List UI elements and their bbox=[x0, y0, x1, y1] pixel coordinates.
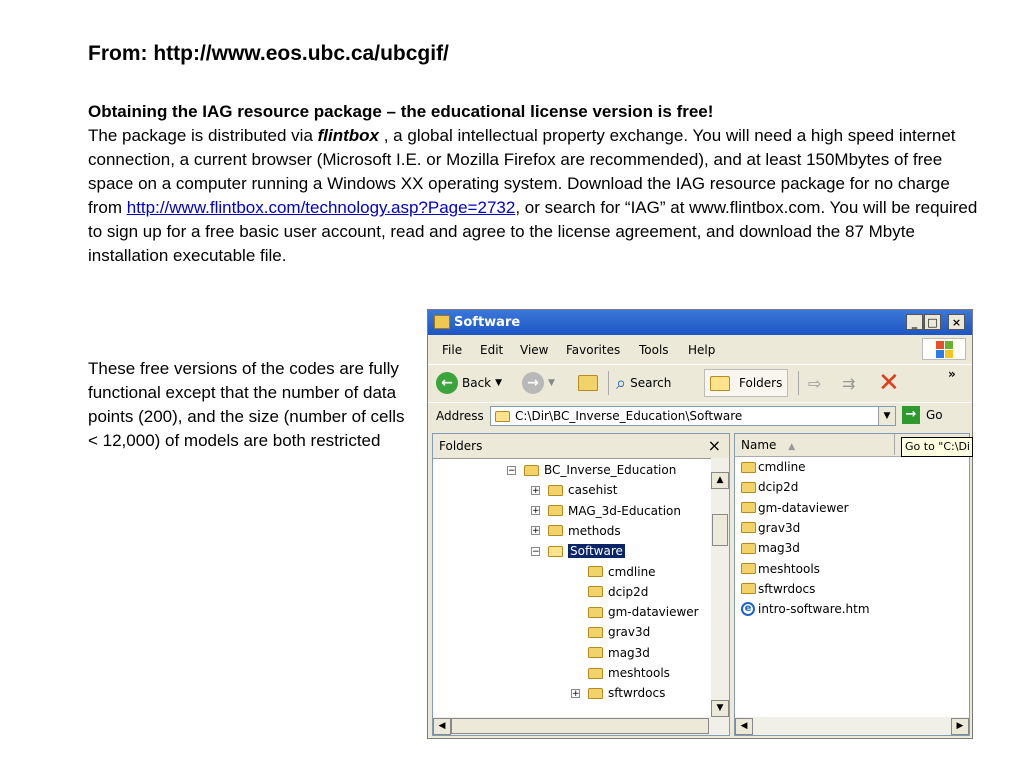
tree-item[interactable] bbox=[571, 582, 648, 602]
back-button[interactable] bbox=[436, 369, 502, 397]
folder-tree bbox=[433, 460, 709, 715]
name-column-header[interactable] bbox=[735, 434, 895, 455]
menu-edit[interactable]: Edit bbox=[480, 343, 504, 357]
tree-item-label: gm-dataviewer bbox=[608, 605, 699, 620]
scroll-thumb[interactable] bbox=[712, 514, 728, 546]
files-pane bbox=[734, 433, 970, 736]
tree-item[interactable] bbox=[531, 501, 681, 521]
scroll-down-icon[interactable]: ▼ bbox=[711, 700, 729, 717]
body-paragraph bbox=[88, 100, 988, 268]
sort-ascending-icon: ▲ bbox=[788, 442, 796, 452]
tree-item[interactable] bbox=[531, 480, 617, 500]
file-item-label: meshtools bbox=[758, 561, 820, 576]
folders-button[interactable] bbox=[704, 369, 788, 397]
folder-icon bbox=[588, 647, 603, 658]
address-input[interactable] bbox=[490, 406, 896, 426]
file-item[interactable] bbox=[741, 498, 849, 518]
up-folder-button[interactable] bbox=[578, 369, 603, 397]
side-note: These free versions of the codes are fully functional except that the number of data points (200), and the size (number of cells < 12,000) of models are both restricted bbox=[88, 359, 405, 450]
file-item-label: cmdline bbox=[758, 460, 806, 474]
file-item-label: intro-software.htm bbox=[758, 602, 870, 617]
folder-icon bbox=[588, 566, 603, 577]
expand-icon[interactable]: + bbox=[532, 485, 540, 496]
tree-item-label: meshtools bbox=[608, 666, 670, 680]
file-item-label: dcip2d bbox=[758, 480, 799, 495]
tree-item[interactable] bbox=[571, 683, 665, 703]
folder-icon bbox=[588, 586, 603, 597]
search-button[interactable] bbox=[616, 369, 671, 397]
scroll-left-icon[interactable]: ◀ bbox=[735, 718, 753, 735]
go-arrow-icon: → bbox=[902, 406, 920, 424]
folders-pane bbox=[432, 433, 730, 736]
scroll-left-icon[interactable]: ◀ bbox=[433, 718, 451, 735]
name-column-label: Name bbox=[741, 438, 777, 452]
chevron-down-icon: ▼ bbox=[495, 378, 503, 388]
tree-item-label: grav3d bbox=[608, 625, 651, 640]
folder-icon bbox=[741, 583, 756, 594]
folder-app-icon bbox=[434, 315, 450, 329]
folder-icon bbox=[548, 485, 563, 496]
tree-item-label: cmdline bbox=[608, 564, 656, 579]
tree-item-label: casehist bbox=[568, 483, 618, 498]
para-text-1: The package is distributed via bbox=[88, 126, 318, 145]
para-title: Obtaining the IAG resource package – the educational license version is free! bbox=[88, 102, 714, 121]
menu-favorites[interactable]: Favorites bbox=[566, 343, 621, 357]
menu-help[interactable]: Help bbox=[688, 343, 716, 357]
tree-item[interactable] bbox=[571, 622, 650, 642]
flintbox-link[interactable]: http://www.flintbox.com/technology.asp?Page=2732 bbox=[126, 198, 516, 217]
tree-horizontal-scrollbar[interactable] bbox=[433, 717, 729, 735]
files-horizontal-scrollbar[interactable] bbox=[735, 717, 969, 735]
toolbar bbox=[428, 364, 972, 401]
folders-label: Folders bbox=[739, 376, 783, 390]
up-folder-icon bbox=[578, 375, 598, 391]
chevron-down-icon[interactable]: ▼ bbox=[878, 407, 895, 425]
chevron-down-icon: ▼ bbox=[548, 378, 555, 388]
tree-item[interactable] bbox=[571, 643, 650, 663]
forward-arrow-icon: → bbox=[522, 372, 544, 394]
folder-icon bbox=[588, 627, 603, 638]
tree-item-label: sftwrdocs bbox=[608, 686, 666, 701]
file-item[interactable] bbox=[741, 579, 815, 599]
search-label: Search bbox=[630, 376, 672, 390]
scroll-right-icon[interactable]: ▶ bbox=[951, 718, 969, 735]
tree-item[interactable] bbox=[507, 460, 676, 480]
delete-icon[interactable]: ✕ bbox=[878, 368, 900, 398]
expand-icon[interactable]: + bbox=[532, 526, 540, 537]
tree-item-label: BC_Inverse_Education bbox=[544, 463, 677, 477]
go-tooltip: Go to "C:\Di bbox=[901, 437, 973, 457]
address-bar bbox=[428, 402, 972, 431]
folder-icon bbox=[741, 522, 756, 533]
flintbox-emphasis: flintbox bbox=[317, 126, 380, 145]
folder-icon bbox=[741, 563, 756, 574]
address-label: Address bbox=[436, 409, 484, 423]
go-button[interactable] bbox=[902, 406, 943, 424]
para-text-3: , or search for “IAG” at www.flintbox.com. You will be required to sign up for a free basic user account, read and agree to the license agreement, and download the 87 Mbyte installation executable file. bbox=[88, 198, 978, 265]
file-item-label: gm-dataviewer bbox=[758, 500, 849, 515]
file-item[interactable] bbox=[741, 518, 800, 538]
folder-icon bbox=[588, 607, 603, 618]
folder-icon bbox=[741, 482, 756, 493]
title-bar[interactable] bbox=[428, 310, 972, 335]
tree-item-label: MAG_3d-Education bbox=[568, 503, 681, 518]
maximize-button[interactable]: □ bbox=[924, 314, 941, 330]
menu-bar bbox=[428, 337, 972, 361]
menu-tools[interactable]: Tools bbox=[639, 343, 669, 357]
folder-icon bbox=[588, 668, 603, 679]
tree-vertical-scrollbar[interactable] bbox=[711, 458, 729, 717]
file-item[interactable] bbox=[741, 599, 870, 619]
folder-icon bbox=[548, 546, 563, 557]
tree-item[interactable] bbox=[531, 521, 621, 541]
file-item[interactable] bbox=[741, 477, 798, 497]
folders-icon bbox=[710, 376, 730, 391]
search-icon: ⌕ bbox=[616, 372, 627, 394]
explorer-window bbox=[427, 309, 973, 739]
close-button[interactable]: × bbox=[948, 314, 965, 330]
ie-document-icon: e bbox=[741, 602, 755, 616]
expand-icon[interactable]: + bbox=[532, 506, 540, 517]
tree-item-label: dcip2d bbox=[608, 584, 649, 599]
folder-icon bbox=[741, 462, 756, 473]
para-text-2: , a global intellectual property exchange. You will need a high speed internet connection, a current browser (Microsoft I.E. or Mozilla Firefox are recommended), and at least 150Mbytes of free space on a computer running a Windows XX operating system. Download the IAG resource package for no charge from bbox=[88, 126, 956, 217]
scroll-up-icon[interactable]: ▲ bbox=[711, 472, 729, 489]
file-item-label: mag3d bbox=[758, 541, 800, 556]
move-to-icon[interactable]: ⇨ bbox=[808, 374, 822, 393]
file-item[interactable] bbox=[741, 559, 820, 579]
menu-view[interactable]: View bbox=[520, 343, 549, 357]
tree-item[interactable] bbox=[571, 562, 656, 582]
collapse-icon[interactable]: − bbox=[508, 465, 516, 476]
folder-icon bbox=[548, 505, 563, 516]
folders-pane-header bbox=[433, 434, 729, 459]
go-label: Go bbox=[926, 408, 943, 422]
tree-item[interactable] bbox=[571, 663, 670, 683]
collapse-icon[interactable]: − bbox=[532, 546, 540, 557]
tree-item-label: mag3d bbox=[608, 645, 650, 660]
h-scroll-thumb[interactable] bbox=[451, 718, 709, 734]
forward-button[interactable] bbox=[522, 369, 555, 397]
windows-logo-icon bbox=[922, 338, 966, 360]
back-arrow-icon: ← bbox=[436, 372, 458, 394]
window-title: Software bbox=[454, 315, 521, 330]
tree-item-label: methods bbox=[568, 523, 621, 538]
address-value: C:\Dir\BC_Inverse_Education\Software bbox=[515, 409, 743, 423]
tree-item-label: Software bbox=[570, 544, 623, 559]
folder-icon bbox=[548, 525, 563, 536]
tree-item[interactable] bbox=[571, 602, 699, 622]
close-pane-icon[interactable]: × bbox=[707, 436, 721, 455]
folder-icon bbox=[495, 411, 510, 422]
file-item[interactable] bbox=[741, 538, 800, 558]
folder-icon bbox=[741, 502, 756, 513]
expand-icon[interactable]: + bbox=[572, 688, 580, 699]
minimize-button[interactable]: _ bbox=[906, 314, 923, 330]
folder-icon bbox=[588, 688, 603, 699]
folder-icon bbox=[741, 543, 756, 554]
toolbar-overflow-icon[interactable]: » bbox=[948, 367, 956, 381]
back-label: Back bbox=[462, 376, 492, 390]
folder-icon bbox=[524, 465, 539, 476]
file-item-label: grav3d bbox=[758, 520, 801, 535]
tree-item[interactable] bbox=[531, 541, 625, 561]
file-item-label: sftwrdocs bbox=[758, 581, 816, 596]
slide-heading: From: http://www.eos.ubc.ca/ubcgif/ bbox=[88, 42, 449, 65]
menu-file[interactable]: File bbox=[442, 343, 463, 357]
copy-to-icon[interactable]: ⇉ bbox=[842, 374, 856, 393]
folders-pane-title: Folders bbox=[439, 439, 483, 453]
file-item[interactable] bbox=[741, 457, 806, 477]
